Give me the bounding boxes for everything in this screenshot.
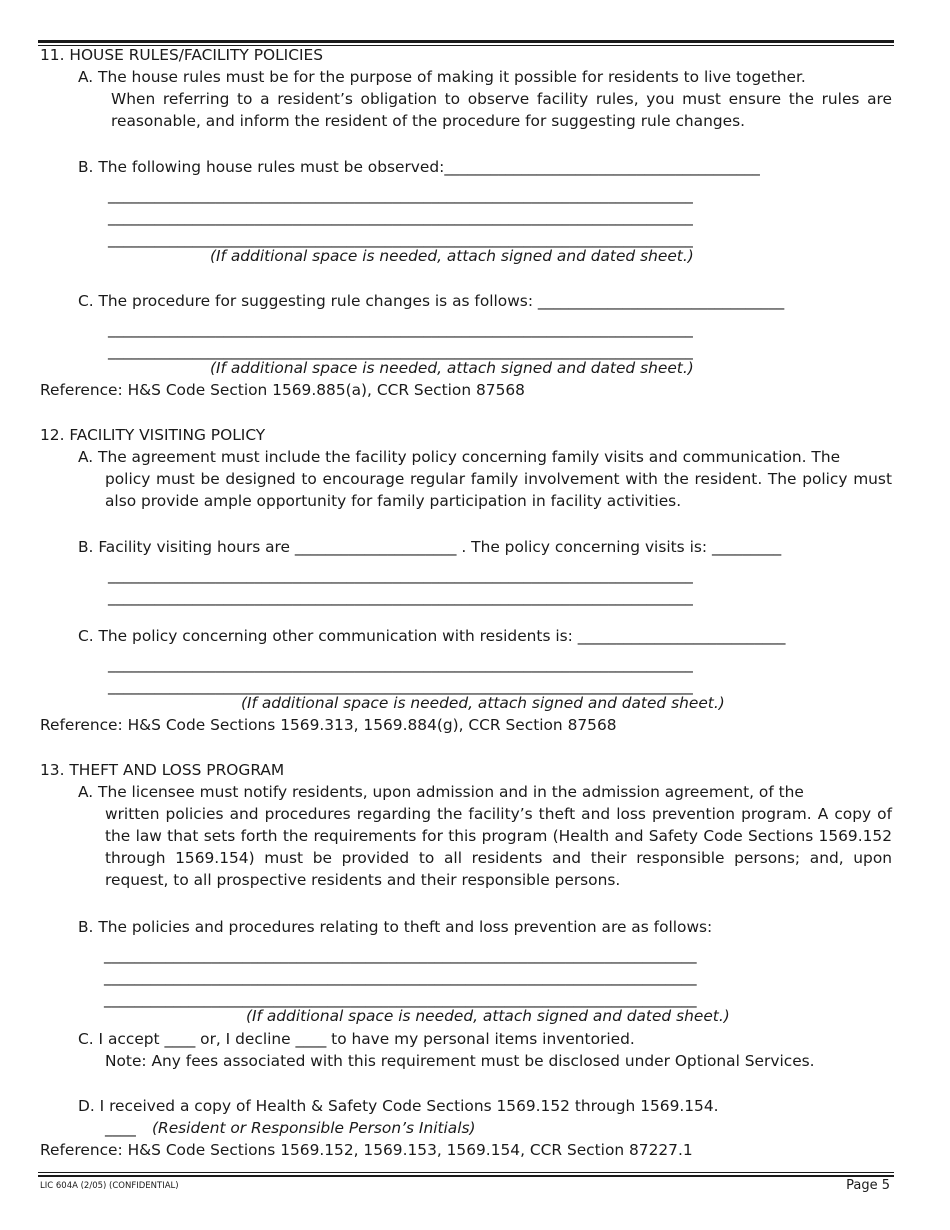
section-12-item-a: A. The agreement must include the facility policy concerning family visits and communication. The — [78, 448, 841, 466]
section-13-b-note: (If additional space is needed, attach signed and dated sheet.) — [246, 1007, 730, 1025]
section-11-b-line: ____________________________________________________________________________ — [108, 186, 693, 204]
section-11-item-a-cont: When referring to a resident’s obligation to observe facility rules, you must ensure the rules are reasonable, and inform the resident of the procedure for suggesting rule changes. — [111, 90, 892, 130]
section-13-item-c: C. I accept ____ or, I decline ____ to have my personal items inventoried. — [78, 1030, 635, 1048]
section-12-c-note: (If additional space is needed, attach signed and dated sheet.) — [241, 694, 725, 712]
section-11-item-c: C. The procedure for suggesting rule changes is as follows: ________________________________ — [78, 292, 785, 310]
initials-label: (Resident or Responsible Person’s Initials) — [152, 1119, 476, 1137]
section-12-b-line: ____________________________________________________________________________ — [108, 588, 693, 606]
section-11-item-a: A. The house rules must be for the purpose of making it possible for residents to live together. — [78, 68, 806, 86]
section-11-item-b: B. The following house rules must be observed:_________________________________________ — [78, 158, 760, 176]
section-13-item-b: B. The policies and procedures relating to theft and loss prevention are as follows: — [78, 918, 713, 936]
section-13-b-line: _____________________________________________________________________________ — [104, 968, 697, 986]
page-number: Page 5 — [846, 1178, 890, 1193]
section-12-b-line: ____________________________________________________________________________ — [108, 566, 693, 584]
section-13-c-note: Note: Any fees associated with this requirement must be disclosed under Optional Services. — [105, 1052, 815, 1070]
section-13-item-d: D. I received a copy of Health & Safety Code Sections 1569.152 through 1569.154. — [78, 1097, 719, 1115]
initials-blank: ____ — [105, 1119, 136, 1137]
section-11-c-line: ____________________________________________________________________________ — [108, 320, 693, 338]
section-12-heading: 12. FACILITY VISITING POLICY — [40, 426, 266, 444]
section-13-b-line: _____________________________________________________________________________ — [104, 946, 697, 964]
section-13-item-a-cont: written policies and procedures regarding the facility’s theft and loss prevention program. A copy of the law that sets forth the requirements for this program (Health and Safety Code Sections 1569.152 through 1569.154) must be provided to all residents and their responsible persons; and, upon request, to all prospective residents and their responsible persons. — [105, 805, 892, 889]
section-13-reference: Reference: H&S Code Sections 1569.152, 1569.153, 1569.154, CCR Section 87227.1 — [40, 1141, 693, 1159]
section-12-c-line: ____________________________________________________________________________ — [108, 655, 693, 673]
section-11-heading: 11. HOUSE RULES/FACILITY POLICIES — [40, 46, 323, 64]
form-id: LIC 604A (2/05) (CONFIDENTIAL) — [40, 1181, 179, 1191]
section-11-b-note: (If additional space is needed, attach signed and dated sheet.) — [210, 247, 694, 265]
section-11-b-line: ____________________________________________________________________________ — [108, 230, 693, 248]
top-rule-thick — [38, 40, 894, 43]
section-11-b-line: ____________________________________________________________________________ — [108, 208, 693, 226]
section-13-b-line: _____________________________________________________________________________ — [104, 990, 697, 1008]
section-12-item-a-cont: policy must be designed to encourage regular family involvement with the resident. The policy must also provide ample opportunity for family participation in facility activities. — [105, 470, 892, 510]
section-13-item-a: A. The licensee must notify residents, upon admission and in the admission agreement, of the — [78, 783, 804, 801]
section-12-item-b: B. Facility visiting hours are _____________________ . The policy concerning visits is: _________ — [78, 538, 782, 556]
bottom-rule-thin — [38, 1172, 894, 1173]
section-11-c-line: ____________________________________________________________________________ — [108, 342, 693, 360]
section-13-heading: 13. THEFT AND LOSS PROGRAM — [40, 761, 285, 779]
section-11-reference: Reference: H&S Code Section 1569.885(a), CCR Section 87568 — [40, 381, 525, 399]
section-12-c-line: ____________________________________________________________________________ — [108, 677, 693, 695]
bottom-rule-thick — [38, 1175, 894, 1177]
section-11-c-note: (If additional space is needed, attach signed and dated sheet.) — [210, 359, 694, 377]
section-12-reference: Reference: H&S Code Sections 1569.313, 1569.884(g), CCR Section 87568 — [40, 716, 617, 734]
section-12-item-c: C. The policy concerning other communication with residents is: ___________________________ — [78, 627, 786, 645]
